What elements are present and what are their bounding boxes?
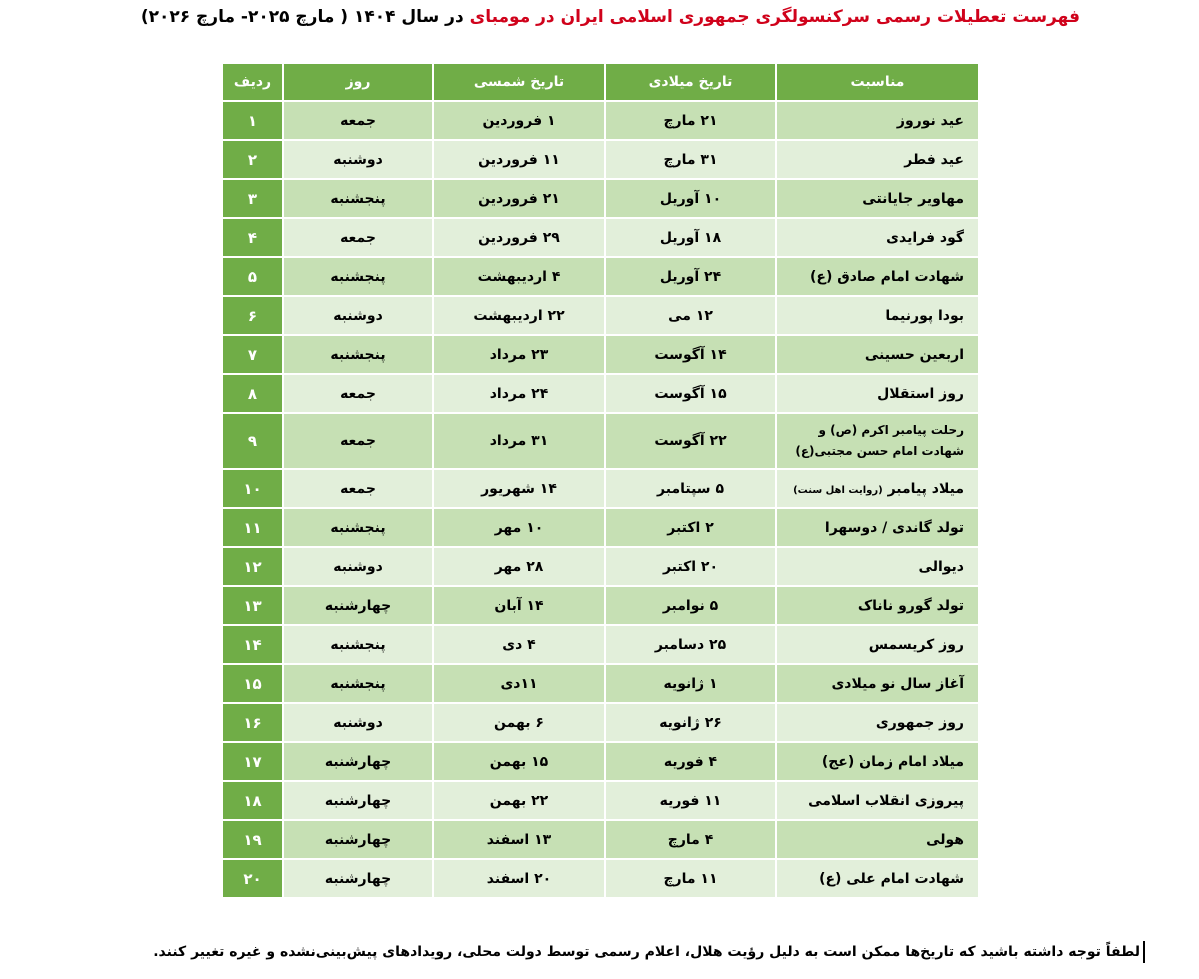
cell-occasion — [776, 820, 979, 859]
cell-index: ۱۷ — [222, 742, 283, 781]
occasion-text: آغاز سال نو میلادی — [831, 675, 964, 692]
table-row — [222, 508, 979, 547]
table-row — [222, 179, 979, 218]
table-row — [222, 820, 979, 859]
cell-shamsi-date: ۱۱دی — [433, 664, 605, 703]
cell-shamsi-date: ۲۲ بهمن — [433, 781, 605, 820]
cell-index: ۲ — [222, 140, 283, 179]
header-day: روز — [283, 63, 433, 101]
cell-miladi-date: ۱ ژانویه — [605, 664, 776, 703]
occasion-text: عید نوروز — [896, 112, 964, 129]
cell-occasion — [776, 781, 979, 820]
cell-occasion — [776, 374, 979, 413]
table-row — [222, 140, 979, 179]
cell-shamsi-date: ۴ دی — [433, 625, 605, 664]
cell-index: ۳ — [222, 179, 283, 218]
cell-occasion — [776, 335, 979, 374]
cell-occasion — [776, 586, 979, 625]
cell-occasion — [776, 179, 979, 218]
table-row — [222, 742, 979, 781]
cell-occasion — [776, 703, 979, 742]
cell-occasion — [776, 469, 979, 508]
header-occasion: مناسبت — [776, 63, 979, 101]
cell-miladi-date: ۴ فوریه — [605, 742, 776, 781]
table-row — [222, 469, 979, 508]
cell-index: ۱۸ — [222, 781, 283, 820]
table-row — [222, 257, 979, 296]
cell-shamsi-date: ۱۱ فروردین — [433, 140, 605, 179]
cell-occasion — [776, 296, 979, 335]
cell-shamsi-date: ۱ فروردین — [433, 101, 605, 140]
occasion-text: مهاویر جایانتی — [862, 190, 964, 207]
cell-day: جمعه — [283, 101, 433, 140]
cell-index: ۷ — [222, 335, 283, 374]
cell-index: ۹ — [222, 413, 283, 469]
header-shamsi-date: تاریخ شمسی — [433, 63, 605, 101]
cell-index: ۱۲ — [222, 547, 283, 586]
cell-miladi-date: ۲۵ دسامبر — [605, 625, 776, 664]
table-header-row — [222, 63, 979, 101]
cell-shamsi-date: ۱۳ اسفند — [433, 820, 605, 859]
cell-day: پنجشنبه — [283, 257, 433, 296]
cell-day: پنجشنبه — [283, 508, 433, 547]
cell-day: چهارشنبه — [283, 742, 433, 781]
cell-miladi-date: ۲۶ ژانویه — [605, 703, 776, 742]
cell-occasion — [776, 742, 979, 781]
cell-miladi-date: ۱۵ آگوست — [605, 374, 776, 413]
occasion-text: هولی — [926, 831, 964, 848]
cell-index: ۱ — [222, 101, 283, 140]
cell-shamsi-date: ۶ بهمن — [433, 703, 605, 742]
cell-occasion — [776, 218, 979, 257]
cell-miladi-date: ۱۴ آگوست — [605, 335, 776, 374]
cell-miladi-date: ۵ سپتامبر — [605, 469, 776, 508]
cell-day: دوشنبه — [283, 703, 433, 742]
occasion-text: عید فطر — [904, 151, 964, 168]
occasion-text: میلاد پیامبر — [887, 480, 964, 497]
cell-occasion — [776, 547, 979, 586]
cell-shamsi-date: ۴ اردیبهشت — [433, 257, 605, 296]
occasion-note: (روایت اهل سنت) — [793, 484, 883, 496]
table-row — [222, 296, 979, 335]
cell-day: جمعه — [283, 469, 433, 508]
cell-miladi-date: ۱۰ آوریل — [605, 179, 776, 218]
cell-shamsi-date: ۲۰ اسفند — [433, 859, 605, 898]
cell-day: چهارشنبه — [283, 859, 433, 898]
cell-occasion — [776, 140, 979, 179]
cell-index: ۶ — [222, 296, 283, 335]
cell-miladi-date: ۱۱ مارچ — [605, 859, 776, 898]
cell-day: جمعه — [283, 218, 433, 257]
cell-occasion — [776, 508, 979, 547]
page-title — [0, 4, 1080, 30]
occasion-text: شهادت امام صادق (ع) — [810, 268, 964, 285]
cell-index: ۱۳ — [222, 586, 283, 625]
table-row — [222, 335, 979, 374]
cell-miladi-date: ۲۱ مارچ — [605, 101, 776, 140]
occasion-text: تولد گورو ناناک — [857, 597, 964, 614]
table-row — [222, 586, 979, 625]
table-body — [222, 101, 979, 898]
cell-index: ۱۴ — [222, 625, 283, 664]
cell-index: ۱۰ — [222, 469, 283, 508]
cell-occasion — [776, 101, 979, 140]
cell-occasion — [776, 664, 979, 703]
occasion-text: تولد گاندی / دوسهرا — [824, 519, 964, 536]
cell-day: چهارشنبه — [283, 781, 433, 820]
table-row — [222, 625, 979, 664]
cell-index: ۱۵ — [222, 664, 283, 703]
cell-shamsi-date: ۱۴ آبان — [433, 586, 605, 625]
cell-miladi-date: ۲۰ اکتبر — [605, 547, 776, 586]
occasion-text: شهادت امام علی (ع) — [819, 870, 964, 887]
occasion-text: روز جمهوری — [875, 714, 964, 731]
cell-shamsi-date: ۲۱ فروردین — [433, 179, 605, 218]
table-row — [222, 218, 979, 257]
title-period: در سال ۱۴۰۴ ( مارچ ۲۰۲۵- مارچ ۲۰۲۶) — [140, 7, 470, 27]
header-index: ردیف — [222, 63, 283, 101]
cell-day: چهارشنبه — [283, 820, 433, 859]
cell-index: ۱۱ — [222, 508, 283, 547]
cell-shamsi-date: ۱۴ شهریور — [433, 469, 605, 508]
occasion-line-1: رحلت پیامبر اکرم (ص) و — [818, 423, 964, 437]
cell-day: چهارشنبه — [283, 586, 433, 625]
cell-miladi-date: ۲ اکتبر — [605, 508, 776, 547]
table-row — [222, 859, 979, 898]
occasion-text: روز استقلال — [877, 385, 964, 402]
cell-day: پنجشنبه — [283, 179, 433, 218]
table-row — [222, 547, 979, 586]
cell-miladi-date: ۱۸ آوریل — [605, 218, 776, 257]
occasion-text: بودا پورنیما — [885, 307, 964, 324]
holidays-table — [221, 62, 980, 899]
occasion-text: دیوالی — [918, 558, 964, 575]
header-miladi-date: تاریخ میلادی — [605, 63, 776, 101]
table-row — [222, 413, 979, 469]
cell-shamsi-date: ۱۵ بهمن — [433, 742, 605, 781]
table-row — [222, 374, 979, 413]
occasion-text: اربعین حسینی — [864, 346, 964, 363]
cell-index: ۴ — [222, 218, 283, 257]
title-main: فهرست تعطیلات رسمی سرکنسولگری جمهوری اسلامی ایران در مومبای — [469, 7, 1080, 27]
cell-miladi-date: ۳۱ مارچ — [605, 140, 776, 179]
cell-index: ۵ — [222, 257, 283, 296]
cell-index: ۸ — [222, 374, 283, 413]
cell-shamsi-date: ۲۹ فروردین — [433, 218, 605, 257]
cell-index: ۱۹ — [222, 820, 283, 859]
table-row — [222, 664, 979, 703]
cell-index: ۲۰ — [222, 859, 283, 898]
cell-day: پنجشنبه — [283, 335, 433, 374]
cell-shamsi-date: ۲۳ مرداد — [433, 335, 605, 374]
cell-day: پنجشنبه — [283, 625, 433, 664]
cell-shamsi-date: ۱۰ مهر — [433, 508, 605, 547]
cell-day: دوشنبه — [283, 547, 433, 586]
cell-day: دوشنبه — [283, 296, 433, 335]
cell-shamsi-date: ۳۱ مرداد — [433, 413, 605, 469]
cell-day: جمعه — [283, 413, 433, 469]
cell-miladi-date: ۱۱ فوریه — [605, 781, 776, 820]
cell-day: جمعه — [283, 374, 433, 413]
cell-shamsi-date: ۲۴ مرداد — [433, 374, 605, 413]
occasion-text: میلاد امام زمان (عج) — [821, 753, 964, 770]
cell-miladi-date: ۴ مارچ — [605, 820, 776, 859]
cell-day: پنجشنبه — [283, 664, 433, 703]
footnote: لطفاً توجه داشته باشید که تاریخ‌ها ممکن است به دلیل رؤیت هلال، اعلام رسمی توسط دولت محلی، رویدادهای پیش‌بینی‌نشده و غیره تغییر کنند. — [60, 941, 1145, 963]
cell-miladi-date: ۲۲ آگوست — [605, 413, 776, 469]
cell-shamsi-date: ۲۸ مهر — [433, 547, 605, 586]
occasion-line-2: شهادت امام حسن مجتبی(ع) — [795, 444, 964, 458]
cell-occasion — [776, 625, 979, 664]
cell-miladi-date: ۱۲ می — [605, 296, 776, 335]
table-row — [222, 101, 979, 140]
table-row — [222, 781, 979, 820]
cell-miladi-date: ۵ نوامبر — [605, 586, 776, 625]
cell-index: ۱۶ — [222, 703, 283, 742]
cell-occasion — [776, 257, 979, 296]
cell-miladi-date: ۲۴ آوریل — [605, 257, 776, 296]
occasion-text: روز کریسمس — [868, 636, 964, 653]
occasion-text: پیروزی انقلاب اسلامی — [808, 792, 964, 809]
cell-shamsi-date: ۲۲ اردیبهشت — [433, 296, 605, 335]
cell-occasion — [776, 413, 979, 469]
table-row — [222, 703, 979, 742]
occasion-text: گود فرایدی — [886, 229, 964, 246]
cell-day: دوشنبه — [283, 140, 433, 179]
cell-occasion — [776, 859, 979, 898]
